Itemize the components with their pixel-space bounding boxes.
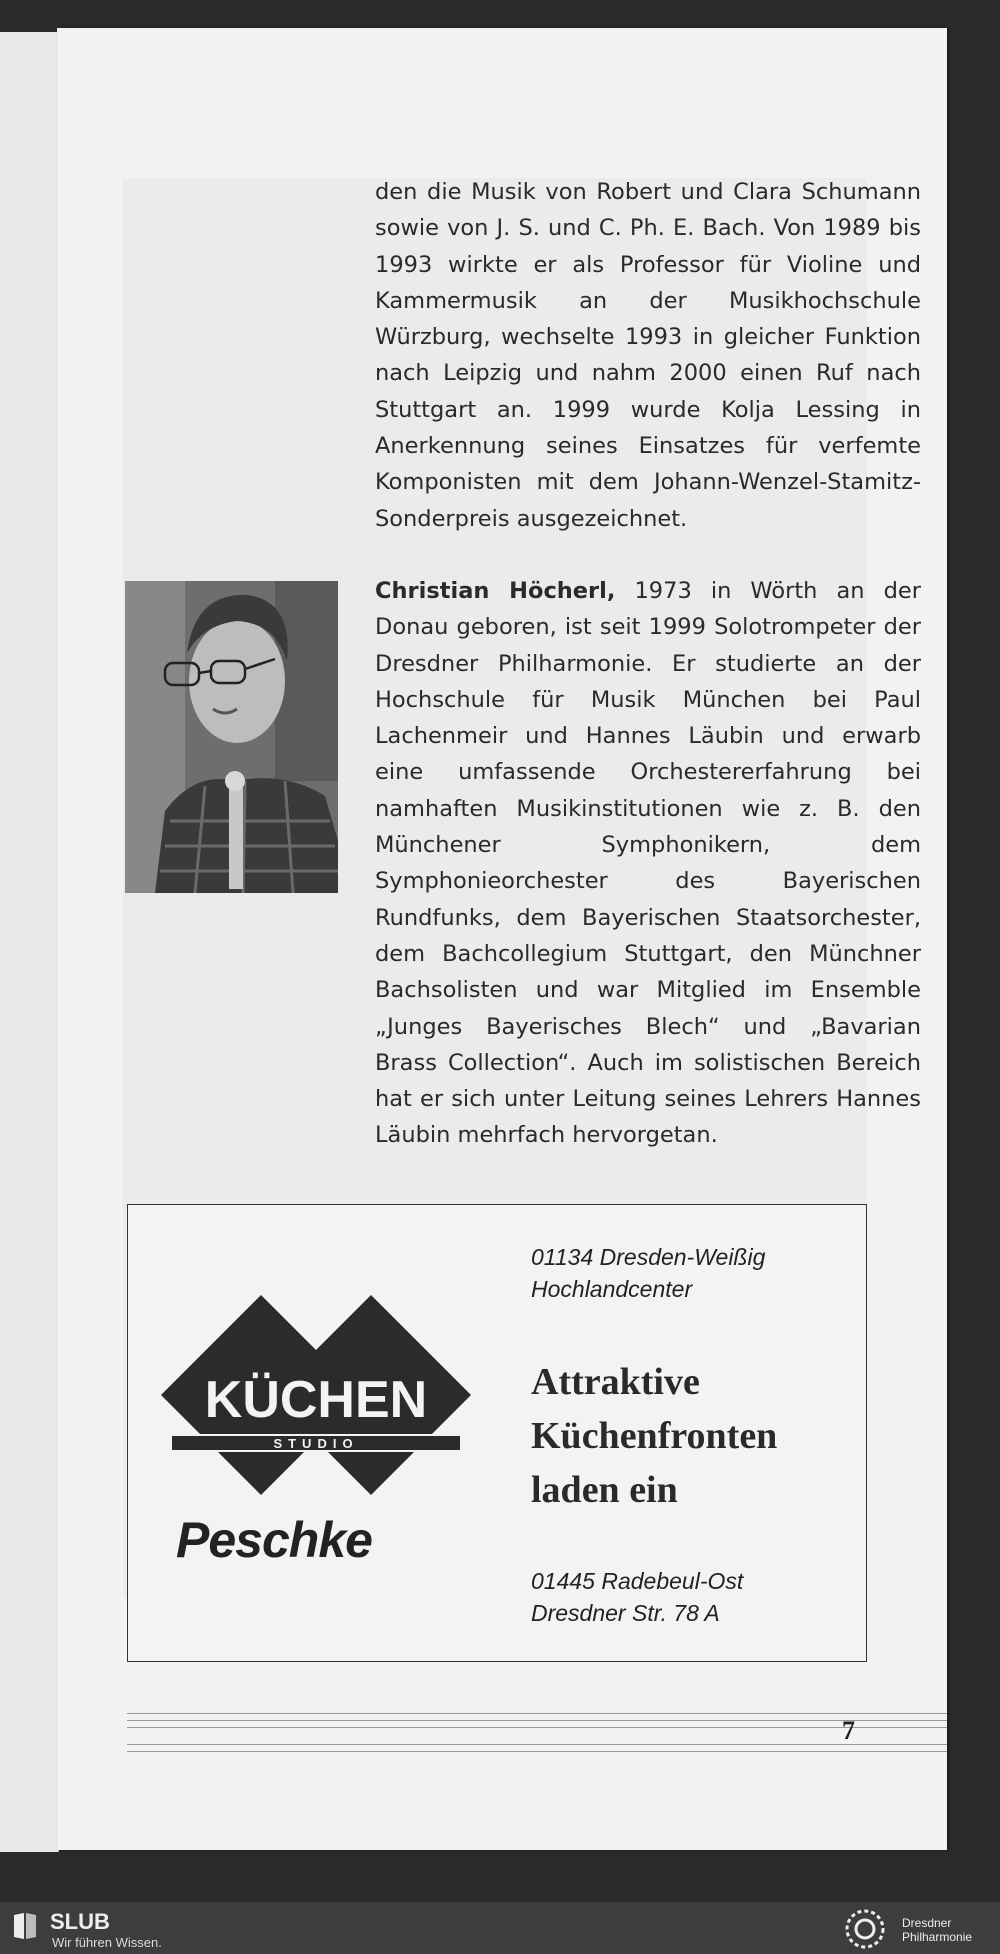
slub-tagline: Wir führen Wissen. xyxy=(52,1935,162,1950)
kuechen-studio-logo xyxy=(161,1295,471,1515)
footer-rule xyxy=(127,1751,947,1752)
partner-name xyxy=(902,1916,972,1944)
headline-line3: laden ein xyxy=(531,1469,678,1511)
partner-line1: Dresdner xyxy=(902,1916,952,1930)
slub-title: SLUB xyxy=(50,1909,110,1934)
advertisement xyxy=(127,1204,867,1662)
address-weissig xyxy=(531,1241,765,1305)
bio-text: 1973 in Wörth an der Donau geboren, ist seit 1999 Solotrompeter der Dresdner Philharmonie. Er studierte an der Hochschule für Musik München bei Paul Lachenmeir und Hannes Läubin und erwarb eine umfassende Orchestererfahrung bei namhaften Musikinstitutionen wie z. B. den Münchener Symphonikern, dem Symphonieorchester des Bayerischen Rundfunks, dem Bayerischen Staatsorchester, dem Bachcollegium Stuttgart, den Münchner Bachsolisten und war Mitglied im Ensemble „Junges Bayerisches Blech“ und „Bavarian Brass Collection“. Auch im solistischen Bereich hat er sich unter Leitung seines Lehrers Hannes Läubin mehrfach hervorgetan. xyxy=(375,578,922,1149)
document-page xyxy=(57,28,947,1850)
footer-rule xyxy=(127,1720,947,1721)
bio-paragraph-previous: den die Musik von Robert und Clara Schumann sowie von J. S. und C. Ph. E. Bach. Von 1989 bis 1993 wirkte er als Professor für Violine und Kammermusik an der Musikhochschule Würzburg, wechselte 1993 in gleicher Funktion nach Leipzig und nahm 2000 einen Ruf nach Stuttgart an. 1999 wurde Kolja Lessing in Anerkennung seines Einsatzes für verfemte Komponisten mit dem Johann-Wenzel-Stamitz-Sonderpreis ausgezeichnet. xyxy=(375,179,921,532)
logo-subtitle: STUDIO xyxy=(273,1436,359,1451)
headline-line1: Attraktive xyxy=(531,1361,700,1403)
footer-rule xyxy=(127,1744,947,1745)
library-footer-bar xyxy=(0,1902,1000,1954)
address-radebeul-line2: Dresdner Str. 78 A xyxy=(531,1600,720,1626)
address-radebeul xyxy=(531,1565,743,1629)
footer-rule xyxy=(127,1713,947,1714)
book-icon xyxy=(12,1911,38,1941)
partner-line2: Philharmonie xyxy=(902,1930,973,1944)
brand-name: Peschke xyxy=(176,1512,372,1568)
previous-page-edge xyxy=(0,32,59,1852)
logo-word: KÜCHEN xyxy=(204,1371,428,1429)
address-weissig-line1: 01134 Dresden-Weißig xyxy=(531,1244,766,1270)
address-weissig-line2: Hochlandcenter xyxy=(531,1276,693,1302)
philharmonie-logo-icon xyxy=(840,1906,890,1952)
footer-rule xyxy=(127,1727,947,1728)
ad-headline xyxy=(531,1355,777,1517)
headline-line2: Küchenfronten xyxy=(531,1415,778,1457)
address-radebeul-line1: 01445 Radebeul-Ost xyxy=(531,1568,744,1594)
musician-name: Christian Höcherl, xyxy=(375,578,616,604)
bio-paragraph-hoecherl xyxy=(375,573,921,1154)
page-number: 7 xyxy=(842,1716,855,1745)
musician-photo xyxy=(125,581,338,893)
